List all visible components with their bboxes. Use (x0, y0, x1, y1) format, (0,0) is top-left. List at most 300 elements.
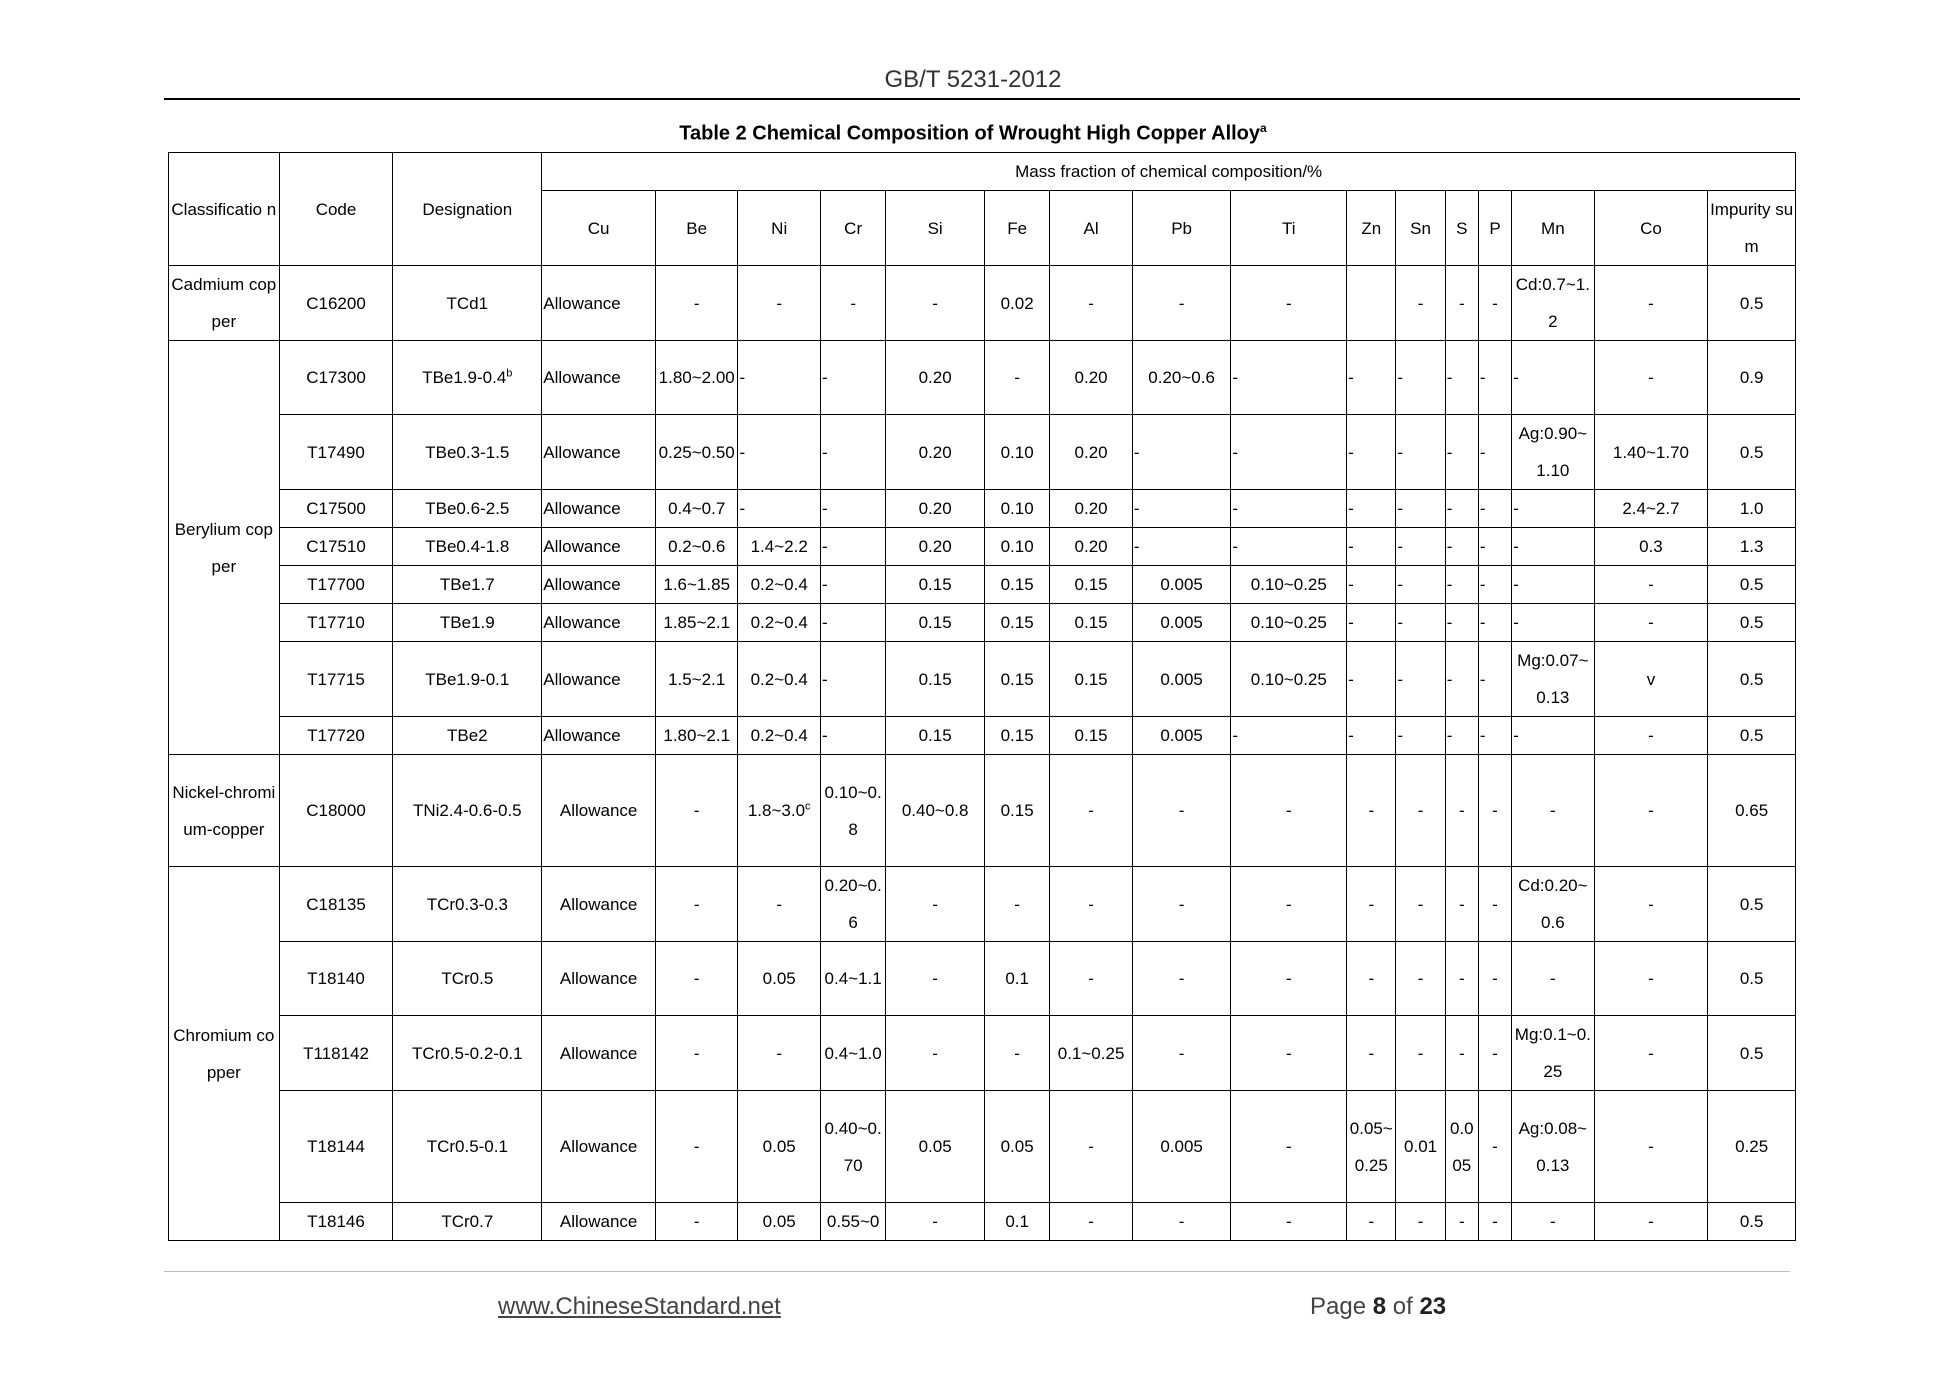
composition-value: - (1088, 293, 1094, 313)
composition-value: - (1133, 537, 1140, 556)
composition-value: - (1492, 293, 1498, 313)
classification-cell: Nickel-chromium-copper (169, 755, 280, 867)
composition-value: - (1446, 613, 1453, 632)
composition-value: - (776, 894, 783, 914)
composition-value: - (693, 1043, 700, 1063)
composition-value: 0.4~0.7 (668, 499, 726, 518)
composition-value: - (1479, 368, 1486, 387)
composition-value: 0.10 (1000, 499, 1034, 518)
composition-cell (1478, 1203, 1511, 1241)
composition-cell (886, 1091, 985, 1203)
designation-cell (393, 266, 542, 341)
composition-value: Allowance (559, 801, 638, 820)
composition-value: 0.40~0.8 (901, 801, 969, 820)
composition-cell (1132, 415, 1231, 490)
composition-value: 0.005 (1160, 575, 1203, 594)
composition-cell (1478, 341, 1511, 415)
composition-cell (1708, 942, 1796, 1016)
composition-cell (1231, 1203, 1347, 1241)
composition-value: - (776, 1043, 783, 1063)
composition-cell (1708, 266, 1796, 341)
composition-cell (542, 415, 656, 490)
composition-cell (542, 490, 656, 528)
table-title (0, 121, 1946, 146)
composition-value: - (1648, 575, 1654, 594)
composition-cell (886, 642, 985, 717)
composition-cell (984, 266, 1049, 341)
composition-value: 0.25~0.50 (658, 442, 735, 462)
composition-value: - (1446, 575, 1453, 594)
composition-cell (1478, 415, 1511, 490)
composition-cell (655, 942, 738, 1016)
composition-cell (1594, 490, 1708, 528)
composition-cell (984, 604, 1049, 642)
header-element: Cu (542, 191, 656, 266)
composition-value: - (1648, 1212, 1654, 1231)
composition-cell (1445, 867, 1478, 942)
composition-cell (655, 528, 738, 566)
designation-cell (393, 341, 542, 415)
composition-cell (1347, 341, 1396, 415)
composition-cell (1132, 490, 1231, 528)
composition-value: - (1458, 969, 1465, 988)
composition-cell (738, 717, 821, 755)
composition-value: - (1397, 537, 1404, 556)
composition-cell (1231, 942, 1347, 1016)
composition-cell (886, 942, 985, 1016)
page-of: of (1392, 1293, 1413, 1320)
composition-value: 0.15 (1074, 726, 1108, 745)
composition-cell (1231, 642, 1347, 717)
header-classification: Classificatio n (169, 153, 280, 266)
composition-value: - (821, 442, 828, 462)
composition-cell (1478, 755, 1511, 867)
header-element: Pb (1132, 191, 1231, 266)
composition-value: - (821, 368, 828, 387)
composition-value: 0.20 (918, 537, 952, 556)
designation-cell (393, 1016, 542, 1091)
composition-value: 1.3 (1739, 537, 1764, 556)
composition-value: - (1397, 669, 1404, 689)
table-title-footnote: a (1260, 121, 1267, 135)
composition-cell (738, 566, 821, 604)
composition-cell (1050, 717, 1133, 755)
composition-cell (1708, 1016, 1796, 1091)
composition-value: 0.10 (1000, 537, 1034, 556)
composition-value: 0.4~1.1 (824, 969, 882, 988)
header-element: P (1478, 191, 1511, 266)
composition-cell (984, 528, 1049, 566)
composition-cell (820, 1091, 885, 1203)
header-divider (164, 98, 1800, 100)
composition-value: 0.1 (1005, 969, 1029, 988)
composition-cell (542, 867, 656, 942)
composition-cell (738, 642, 821, 717)
composition-cell (1594, 642, 1708, 717)
composition-value: 0.20 (1074, 499, 1108, 518)
composition-cell (1708, 642, 1796, 717)
composition-cell (820, 341, 885, 415)
composition-value: - (1014, 894, 1020, 914)
composition-value: - (1178, 801, 1185, 820)
composition-value: - (1088, 969, 1094, 988)
composition-value: - (1133, 442, 1140, 462)
composition-cell (1512, 266, 1595, 341)
table-row (169, 867, 1796, 942)
header-element: Fe (984, 191, 1049, 266)
composition-cell (1132, 867, 1231, 942)
composition-cell (1594, 942, 1708, 1016)
composition-cell (1347, 566, 1396, 604)
composition-value: - (1348, 575, 1354, 594)
composition-cell (1231, 415, 1347, 490)
table-row (169, 604, 1796, 642)
composition-value: - (1368, 1212, 1375, 1231)
designation-cell (393, 867, 542, 942)
composition-value: - (1348, 442, 1354, 462)
code-cell: T18140 (279, 942, 393, 1016)
composition-cell (1347, 415, 1396, 490)
composition-cell (1445, 942, 1478, 1016)
composition-value: - (1397, 726, 1404, 745)
composition-cell (1594, 1091, 1708, 1203)
composition-cell (1050, 642, 1133, 717)
composition-value: - (1014, 368, 1020, 387)
composition-value: Allowance (559, 894, 638, 914)
composition-cell (542, 755, 656, 867)
composition-value: 0.005 (1160, 613, 1203, 632)
composition-cell (1708, 604, 1796, 642)
composition-value: 0.25 (1735, 1137, 1769, 1156)
composition-cell (1512, 642, 1595, 717)
composition-value: 0.5 (1739, 293, 1764, 313)
composition-value: - (1648, 1043, 1654, 1063)
designation-footnote: b (506, 367, 513, 380)
composition-cell (886, 755, 985, 867)
composition-cell (984, 341, 1049, 415)
composition-cell (655, 604, 738, 642)
composition-cell (1445, 266, 1478, 341)
composition-cell (655, 1203, 738, 1241)
composition-value: - (1348, 368, 1354, 387)
code-cell: T17490 (279, 415, 393, 490)
composition-value: - (1648, 726, 1654, 745)
composition-value: Allowance (543, 442, 621, 462)
composition-cell (1594, 266, 1708, 341)
composition-cell (1594, 415, 1708, 490)
composition-cell (1396, 642, 1445, 717)
composition-cell (1708, 867, 1796, 942)
composition-cell (886, 415, 985, 490)
composition-value: 0.9 (1739, 368, 1764, 387)
composition-value: 0.15 (1074, 613, 1108, 632)
composition-value: 0.10~0.25 (1250, 613, 1327, 632)
composition-value: 0.20 (918, 368, 952, 387)
composition-cell (820, 528, 885, 566)
composition-cell (1512, 415, 1595, 490)
composition-cell (1347, 604, 1396, 642)
code-cell: C18135 (279, 867, 393, 942)
composition-cell (984, 415, 1049, 490)
composition-cell (738, 1203, 821, 1241)
composition-value: 0.20 (1074, 368, 1108, 387)
page-number (1310, 1293, 1446, 1321)
composition-cell (1050, 942, 1133, 1016)
composition-value: - (1232, 442, 1239, 462)
composition-cell (1050, 341, 1133, 415)
composition-value: - (1417, 1212, 1424, 1231)
composition-value: Allowance (543, 575, 621, 594)
composition-cell (1396, 1203, 1445, 1241)
designation-text: TCr0.5-0.1 (426, 1137, 508, 1156)
composition-cell (655, 1016, 738, 1091)
composition-value: - (1397, 499, 1404, 518)
composition-cell (655, 490, 738, 528)
composition-cell (1708, 341, 1796, 415)
composition-cell (738, 341, 821, 415)
code-cell: C17300 (279, 341, 393, 415)
composition-value: Cd:0.7~1.2 (1515, 275, 1590, 331)
table-row (169, 490, 1796, 528)
composition-value: - (1285, 1137, 1292, 1156)
composition-value: - (1417, 293, 1424, 313)
table-row (169, 942, 1796, 1016)
composition-cell (1512, 755, 1595, 867)
composition-cell (1050, 1203, 1133, 1241)
composition-cell (1347, 528, 1396, 566)
website-link[interactable]: www.ChineseStandard.net (498, 1293, 781, 1320)
designation-cell (393, 942, 542, 1016)
composition-cell (738, 604, 821, 642)
composition-cell (984, 717, 1049, 755)
header-element: Sn (1396, 191, 1445, 266)
composition-cell (1231, 717, 1347, 755)
composition-cell (820, 415, 885, 490)
composition-cell (1347, 942, 1396, 1016)
composition-cell (1478, 867, 1511, 942)
code-cell: T17700 (279, 566, 393, 604)
table-row (169, 642, 1796, 717)
composition-value: - (693, 801, 700, 820)
composition-value: Allowance (543, 293, 621, 313)
composition-cell (655, 755, 738, 867)
composition-cell (542, 341, 656, 415)
composition-value: 0.005 (1160, 1137, 1203, 1156)
composition-cell (1512, 566, 1595, 604)
composition-value: - (1458, 293, 1465, 313)
composition-value: - (1479, 537, 1486, 556)
composition-value: - (1133, 499, 1140, 518)
composition-value: - (1397, 368, 1404, 387)
composition-value: 0.005 (1449, 1118, 1474, 1175)
composition-cell (1347, 1203, 1396, 1241)
composition-value: 0.5 (1739, 1043, 1764, 1063)
composition-value: 0.2~0.4 (750, 613, 808, 632)
composition-cell (1396, 867, 1445, 942)
composition-cell (1708, 415, 1796, 490)
composition-value: - (1178, 1043, 1185, 1063)
composition-value: Allowance (559, 1137, 638, 1156)
composition-value: - (1492, 1043, 1498, 1063)
composition-cell (542, 566, 656, 604)
footer-divider (164, 1271, 1790, 1272)
header-element: Be (655, 191, 738, 266)
composition-value: - (1178, 894, 1185, 914)
composition-cell (1445, 755, 1478, 867)
composition-value: - (1417, 1043, 1424, 1063)
composition-value: - (1397, 442, 1404, 462)
composition-cell (1594, 717, 1708, 755)
composition-cell (1512, 528, 1595, 566)
composition-value: 0.01 (1404, 1137, 1438, 1156)
designation-text: TCd1 (446, 293, 489, 313)
composition-value: 0.15 (918, 613, 952, 632)
designation-text: TCr0.5 (441, 969, 494, 988)
composition-cell (886, 867, 985, 942)
composition-value: - (1348, 537, 1354, 556)
composition-value: - (1458, 1043, 1465, 1063)
composition-cell (1708, 566, 1796, 604)
composition-cell (1708, 528, 1796, 566)
composition-value: - (1088, 801, 1094, 820)
composition-cell (1231, 604, 1347, 642)
composition-value: 0.05~0.25 (1349, 1118, 1393, 1175)
composition-value: 0.15 (1000, 575, 1034, 594)
composition-value: 1.5~2.1 (668, 669, 726, 689)
composition-value: - (1348, 669, 1354, 689)
composition-cell (820, 490, 885, 528)
composition-cell (984, 490, 1049, 528)
composition-value: - (739, 499, 746, 518)
composition-cell (886, 266, 985, 341)
composition-value: - (1479, 442, 1486, 462)
composition-value: - (1550, 1212, 1556, 1231)
composition-value: 0.20~0.6 (824, 876, 882, 932)
composition-cell (1132, 266, 1231, 341)
designation-text: TCr0.3-0.3 (426, 894, 508, 914)
composition-value: - (739, 442, 746, 462)
composition-cell (542, 528, 656, 566)
composition-value: 0.2~0.6 (668, 537, 726, 556)
composition-value: - (821, 613, 828, 632)
composition-value: 0.02 (1000, 293, 1034, 313)
header-element: Si (886, 191, 985, 266)
composition-cell (1396, 341, 1445, 415)
table-row (169, 1091, 1796, 1203)
composition-cell (1231, 266, 1347, 341)
header-mass-fraction: Mass fraction of chemical composition/% (542, 153, 1796, 191)
composition-cell (655, 341, 738, 415)
composition-value: - (821, 575, 828, 594)
composition-cell (820, 755, 885, 867)
composition-value: Cd:0.20~0.6 (1518, 876, 1588, 932)
composition-cell (886, 528, 985, 566)
composition-value: 0.5 (1739, 969, 1764, 988)
designation-text: TBe0.6-2.5 (425, 499, 510, 518)
composition-value: - (1397, 575, 1404, 594)
table-row (169, 341, 1796, 415)
composition-cell (655, 415, 738, 490)
composition-value: - (1285, 293, 1292, 313)
composition-value: - (1492, 801, 1498, 820)
composition-cell (1050, 266, 1133, 341)
composition-value: - (1446, 669, 1453, 689)
composition-value: - (1648, 969, 1654, 988)
composition-value: - (693, 894, 700, 914)
composition-value: 0.15 (1074, 575, 1108, 594)
composition-cell (1708, 490, 1796, 528)
composition-value: - (1348, 613, 1354, 632)
composition-cell (1347, 490, 1396, 528)
composition-value: 0.10~0.25 (1250, 669, 1327, 689)
designation-text: TBe0.4-1.8 (425, 537, 510, 556)
code-cell: T18144 (279, 1091, 393, 1203)
composition-value: - (1648, 613, 1654, 632)
composition-value: Allowance (559, 1212, 638, 1231)
composition-cell (542, 604, 656, 642)
composition-cell (1478, 717, 1511, 755)
composition-value: 0.5 (1739, 613, 1764, 632)
composition-cell (984, 642, 1049, 717)
composition-cell (1050, 1016, 1133, 1091)
composition-value: 0.15 (1000, 726, 1034, 745)
composition-value: 0.05 (1000, 1137, 1034, 1156)
composition-value: - (1648, 1137, 1654, 1156)
composition-cell (984, 867, 1049, 942)
composition-value: 1.80~2.1 (663, 726, 731, 745)
code-cell: C16200 (279, 266, 393, 341)
composition-value: Ag:0.90~1.10 (1518, 424, 1588, 480)
header-designation: Designation (393, 153, 542, 266)
designation-text: TCr0.7 (441, 1212, 494, 1231)
composition-cell (1512, 1016, 1595, 1091)
table-row (169, 528, 1796, 566)
table-row (169, 717, 1796, 755)
composition-value: - (1479, 613, 1486, 632)
composition-value: 0.2~0.4 (750, 575, 808, 594)
composition-cell (655, 867, 738, 942)
composition-cell (1445, 642, 1478, 717)
composition-value: Ag:0.08~0.13 (1518, 1118, 1588, 1175)
composition-cell (1478, 942, 1511, 1016)
composition-value: - (1458, 894, 1465, 914)
composition-cell (1396, 604, 1445, 642)
composition-cell (1050, 566, 1133, 604)
composition-value: - (1417, 969, 1424, 988)
composition-value: - (1513, 613, 1519, 632)
composition-cell (655, 266, 738, 341)
composition-cell (1708, 755, 1796, 867)
composition-cell (1445, 604, 1478, 642)
composition-cell (542, 642, 656, 717)
composition-value: 0.10~0.8 (824, 782, 882, 839)
composition-cell (1512, 942, 1595, 1016)
composition-cell (820, 566, 885, 604)
composition-value: - (1648, 368, 1654, 387)
composition-cell (1445, 1091, 1478, 1203)
code-cell: T17710 (279, 604, 393, 642)
composition-cell (1132, 566, 1231, 604)
composition-cell (1132, 1016, 1231, 1091)
composition-value: 0.15 (918, 726, 952, 745)
composition-cell (1478, 604, 1511, 642)
composition-value: - (821, 726, 828, 745)
composition-cell (1347, 642, 1396, 717)
composition-value: 0.5 (1739, 669, 1764, 689)
composition-cell (542, 1016, 656, 1091)
composition-value: - (1648, 801, 1654, 820)
table-row (169, 1016, 1796, 1091)
